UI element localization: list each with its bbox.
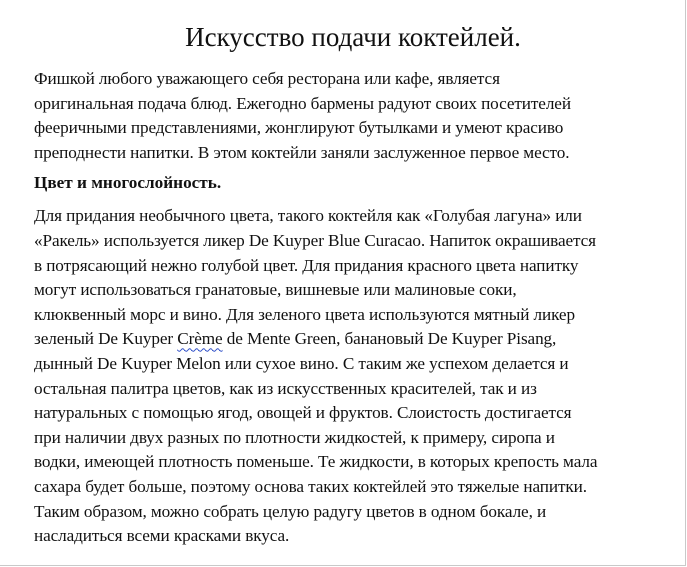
intro-line: Фишкой любого уважающего себя ресторана или кафе, является (34, 69, 500, 88)
intro-line: оригинальная подача блюд. Ежегодно бармены радуют своих посетителей (34, 93, 571, 113)
body-line: водки, имеющей плотность поменьше. Те жидкости, в которых крепость мала (34, 452, 598, 472)
body-line: натуральных с помощью ягод, овощей и фруктов. Слоистость достигается (34, 403, 572, 423)
intro-line: фееричными представлениями, жонглируют бутылками и умеют красиво (34, 118, 564, 138)
intro-line: преподнести напитки. В этом коктейли заняли заслуженное первое место. (34, 142, 570, 162)
body-line: сахара будет больше, поэтому основа таких коктейлей это тяжелые напитки. (34, 476, 587, 496)
body-line: в потрясающий нежно голубой цвет. Для придания красного цвета напитку (34, 255, 579, 275)
document-body (34, 17, 660, 549)
body-line-with-spellcheck: зеленый De Kuyper Crème de Mente Green, банановый De Kuyper Pisang, (34, 329, 557, 349)
body-paragraph (34, 204, 660, 548)
intro-paragraph (34, 67, 660, 165)
section-heading: Цвет и многослойность. (34, 173, 222, 193)
body-line: при наличии двух разных по плотности жидкостей, к примеру, сиропа и (34, 427, 555, 447)
body-line: «Ракель» используется ликер De Kuyper Blue Curacao. Напиток окрашивается (34, 230, 596, 250)
body-line: насладиться всеми красками вкуса. (34, 526, 290, 546)
body-line: могут использоваться гранатовые, вишневые или малиновые соки, (34, 280, 517, 300)
body-line: Таким образом, можно собрать целую радугу цветов в одном бокале, и (34, 501, 547, 521)
body-line: остальная палитра цветов, как из искусственных красителей, так и из (34, 378, 537, 398)
body-line: Для придания необычного цвета, такого коктейля как «Голубая лагуна» или (34, 206, 582, 226)
body-line: дынный De Kuyper Melon или сухое вино. С таким же успехом делается и (34, 353, 569, 373)
body-line: клюквенный морс и вино. Для зеленого цвета используются мятный ликер (34, 304, 575, 324)
document-title: Искусство подачи коктейлей. (185, 22, 521, 52)
spellcheck-squiggle: Crème (177, 329, 223, 349)
